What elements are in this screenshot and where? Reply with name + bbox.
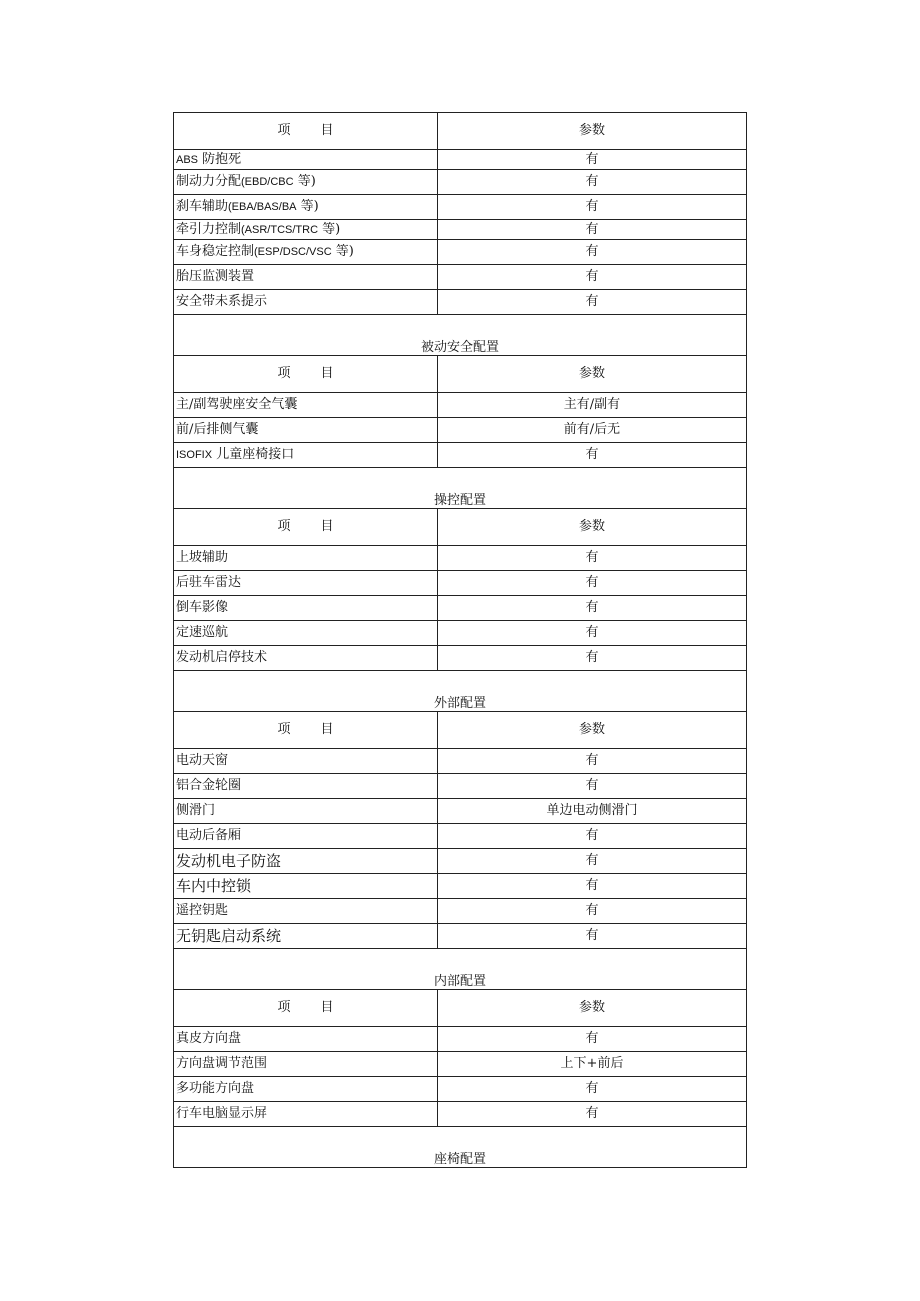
section-title: 座椅配置 — [174, 1127, 747, 1168]
item-cell: 铝合金轮圈 — [174, 774, 438, 799]
table-row — [174, 195, 747, 220]
table-row — [174, 1102, 747, 1127]
header-item: 项 目 — [174, 509, 438, 546]
value-cell: 有 — [438, 849, 747, 874]
item-cell: 侧滑门 — [174, 799, 438, 824]
header-item: 项 目 — [174, 356, 438, 393]
value-cell: 有 — [438, 824, 747, 849]
item-cell: 制动力分配(EBD/CBC 等) — [174, 170, 438, 195]
item-cell: 无钥匙启动系统 — [174, 924, 438, 949]
value-cell: 有 — [438, 265, 747, 290]
table-row — [174, 824, 747, 849]
item-cell: ABS 防抱死 — [174, 150, 438, 170]
table-row — [174, 621, 747, 646]
header-param: 参数 — [438, 990, 747, 1027]
value-cell: 有 — [438, 240, 747, 265]
value-cell: 有 — [438, 443, 747, 468]
item-cell: 电动天窗 — [174, 749, 438, 774]
item-cell: 方向盘调节范围 — [174, 1052, 438, 1077]
header-param: 参数 — [438, 356, 747, 393]
value-cell: 有 — [438, 571, 747, 596]
value-cell: 单边电动侧滑门 — [438, 799, 747, 824]
section-title: 操控配置 — [174, 468, 747, 509]
section-title: 内部配置 — [174, 949, 747, 990]
header-param: 参数 — [438, 509, 747, 546]
value-cell: 有 — [438, 1102, 747, 1127]
item-cell: 上坡辅助 — [174, 546, 438, 571]
table-row — [174, 150, 747, 170]
table-row — [174, 240, 747, 265]
item-cell: 前/后排侧气囊 — [174, 418, 438, 443]
item-cell: 倒车影像 — [174, 596, 438, 621]
header-item: 项 目 — [174, 712, 438, 749]
item-cell: 真皮方向盘 — [174, 1027, 438, 1052]
value-cell: 有 — [438, 220, 747, 240]
table-row — [174, 596, 747, 621]
item-cell: 行车电脑显示屏 — [174, 1102, 438, 1127]
table-row — [174, 418, 747, 443]
table-row — [174, 749, 747, 774]
value-cell: 有 — [438, 150, 747, 170]
value-cell: 有 — [438, 774, 747, 799]
value-cell: 有 — [438, 290, 747, 315]
table-row — [174, 799, 747, 824]
table-row — [174, 874, 747, 899]
item-cell: 刹车辅助(EBA/BAS/BA 等) — [174, 195, 438, 220]
header-param: 参数 — [438, 712, 747, 749]
spec-table — [173, 112, 747, 1168]
table-row — [174, 443, 747, 468]
table-row — [174, 170, 747, 195]
value-cell: 有 — [438, 1027, 747, 1052]
item-cell: 主/副驾驶座安全气囊 — [174, 393, 438, 418]
table-row — [174, 265, 747, 290]
table-row — [174, 1027, 747, 1052]
section-title: 被动安全配置 — [174, 315, 747, 356]
table-row — [174, 571, 747, 596]
value-cell: 上下+前后 — [438, 1052, 747, 1077]
header-row — [174, 509, 747, 546]
spec-sheet — [173, 112, 746, 1168]
table-row — [174, 290, 747, 315]
section-title-row — [174, 315, 747, 356]
table-row — [174, 774, 747, 799]
item-cell: 车身稳定控制(ESP/DSC/VSC 等) — [174, 240, 438, 265]
value-cell: 有 — [438, 1077, 747, 1102]
value-cell: 有 — [438, 546, 747, 571]
section-title: 外部配置 — [174, 671, 747, 712]
section-title-row — [174, 468, 747, 509]
item-cell: 牵引力控制(ASR/TCS/TRC 等) — [174, 220, 438, 240]
section-title-row — [174, 671, 747, 712]
section-title-row — [174, 1127, 747, 1168]
item-cell: 发动机电子防盗 — [174, 849, 438, 874]
table-row — [174, 1077, 747, 1102]
item-cell: 安全带未系提示 — [174, 290, 438, 315]
header-row — [174, 990, 747, 1027]
table-row — [174, 899, 747, 924]
table-row — [174, 646, 747, 671]
header-param: 参数 — [438, 113, 747, 150]
item-cell: 定速巡航 — [174, 621, 438, 646]
table-row — [174, 849, 747, 874]
item-cell: 车内中控锁 — [174, 874, 438, 899]
table-row — [174, 220, 747, 240]
table-row — [174, 1052, 747, 1077]
item-cell: 多功能方向盘 — [174, 1077, 438, 1102]
header-row — [174, 712, 747, 749]
value-cell: 前有/后无 — [438, 418, 747, 443]
item-cell: 胎压监测装置 — [174, 265, 438, 290]
item-cell: 电动后备厢 — [174, 824, 438, 849]
value-cell: 有 — [438, 924, 747, 949]
value-cell: 有 — [438, 170, 747, 195]
header-item: 项 目 — [174, 990, 438, 1027]
table-row — [174, 546, 747, 571]
value-cell: 有 — [438, 195, 747, 220]
value-cell: 有 — [438, 899, 747, 924]
item-cell: 发动机启停技术 — [174, 646, 438, 671]
value-cell: 有 — [438, 646, 747, 671]
value-cell: 主有/副有 — [438, 393, 747, 418]
header-item: 项 目 — [174, 113, 438, 150]
item-cell: 遥控钥匙 — [174, 899, 438, 924]
table-row — [174, 393, 747, 418]
value-cell: 有 — [438, 874, 747, 899]
value-cell: 有 — [438, 749, 747, 774]
value-cell: 有 — [438, 596, 747, 621]
table-row — [174, 924, 747, 949]
value-cell: 有 — [438, 621, 747, 646]
item-cell: ISOFIX 儿童座椅接口 — [174, 443, 438, 468]
header-row — [174, 356, 747, 393]
section-title-row — [174, 949, 747, 990]
item-cell: 后驻车雷达 — [174, 571, 438, 596]
header-row — [174, 113, 747, 150]
